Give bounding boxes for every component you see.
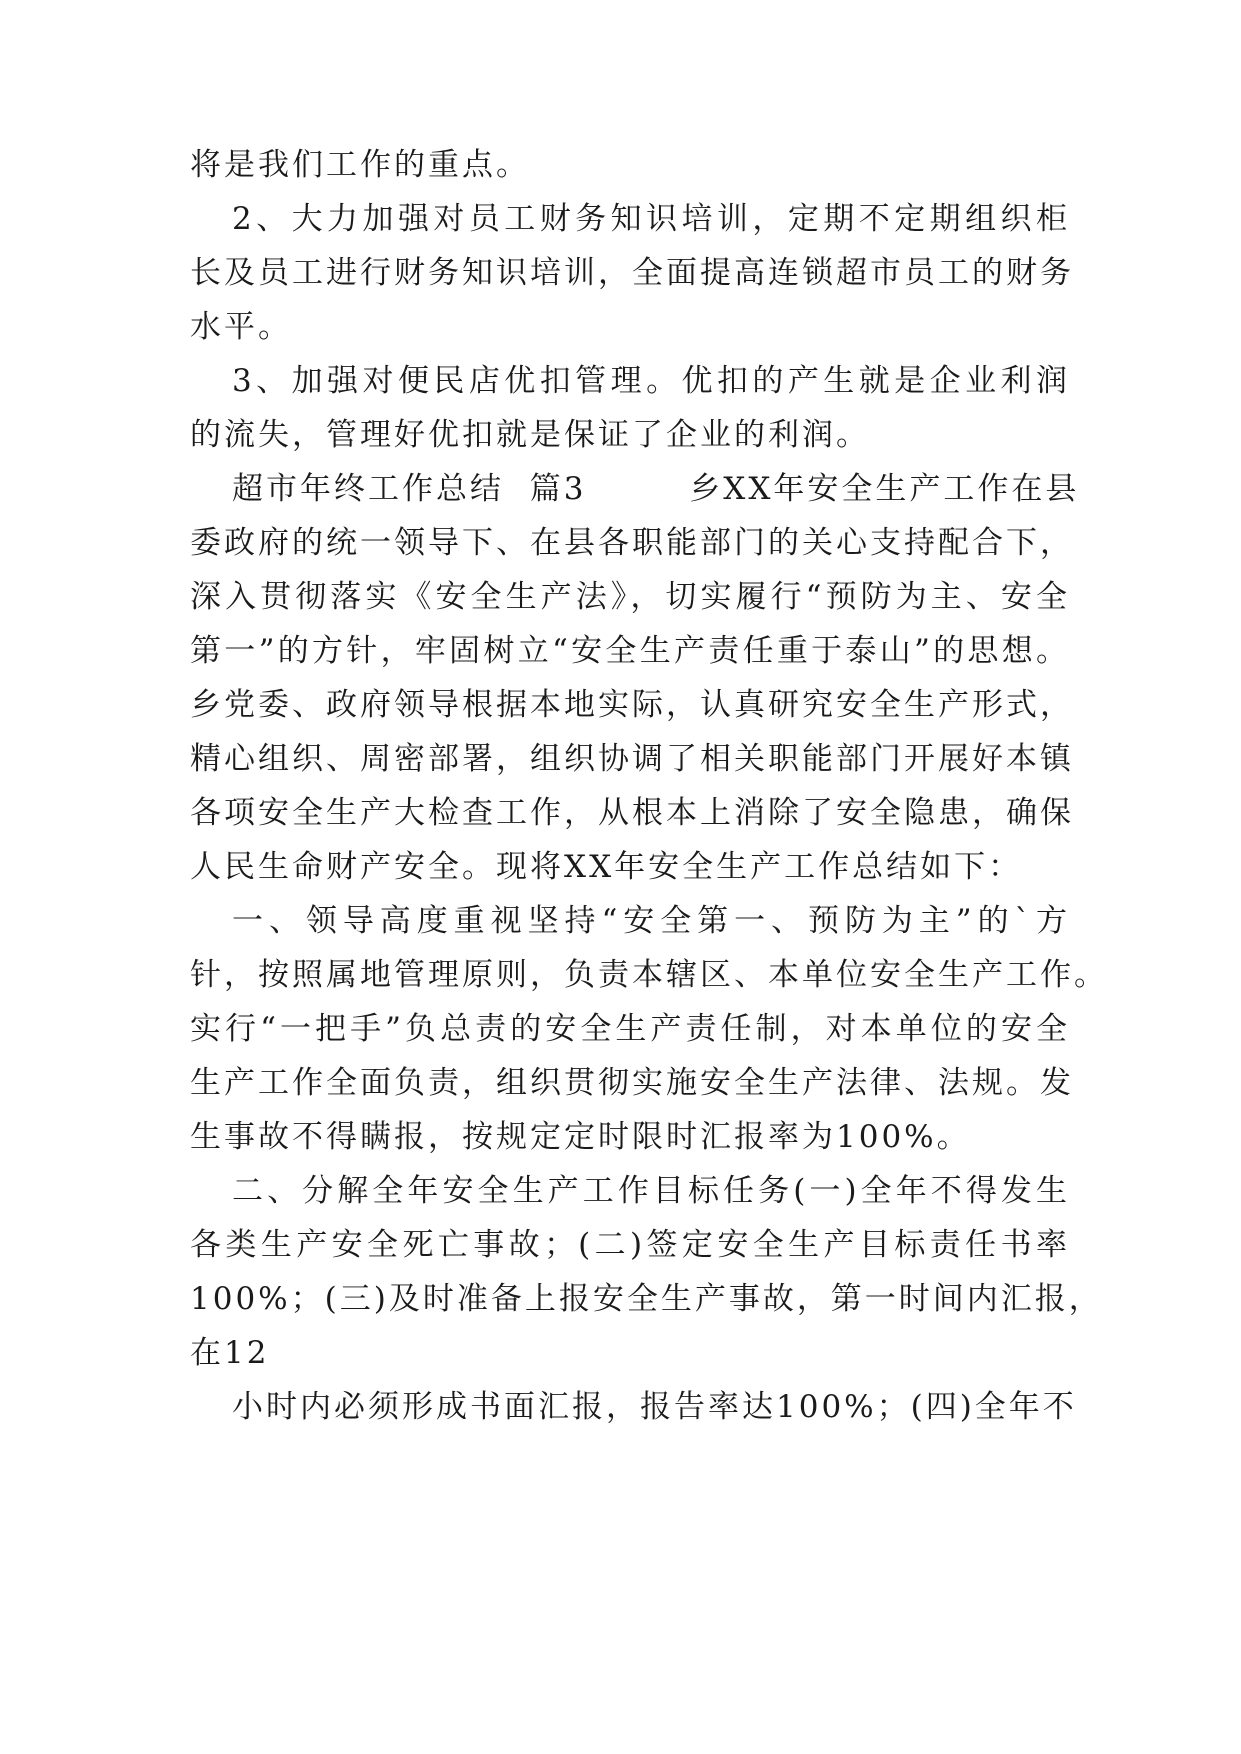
text-line: 水平。 (190, 309, 292, 345)
text-line: 乡党委、政府领导根据本地实际，认真研究安全生产形式， (190, 687, 1074, 723)
text-line: 委政府的统一领导下、在县各职能部门的关心支持配合下， (190, 525, 1074, 561)
text-line: 各类生产安全死亡事故；(二)签定安全生产目标责任书率 (190, 1227, 1070, 1263)
text-line: 人民生命财产安全。现将XX年安全生产工作总结如下： (190, 849, 1023, 885)
text-line: 2、大力加强对员工财务知识培训，定期不定期组织柜 (232, 201, 1070, 237)
text-line: 深入贯彻落实《安全生产法》，切实履行“预防为主、安全 (190, 579, 1070, 615)
text-line: 精心组织、周密部署，组织协调了相关职能部门开展好本镇 (190, 741, 1074, 777)
text-line: 实行“一把手”负总责的安全生产责任制，对本单位的安全 (190, 1011, 1070, 1047)
text-line: 将是我们工作的重点。 (190, 147, 530, 183)
text-line: 第一”的方针，牢固树立“安全生产责任重于泰山”的思想。 (190, 633, 1070, 669)
text-line: 的流失，管理好优扣就是保证了企业的利润。 (190, 417, 870, 453)
text-line: 针，按照属地管理原则，负责本辖区、本单位安全生产工作。 (190, 957, 1108, 993)
text-line: 3、加强对便民店优扣管理。优扣的产生就是企业利润 (232, 363, 1070, 399)
text-line: 二、分解全年安全生产工作目标任务(一)全年不得发生 (232, 1173, 1070, 1209)
text-line: 一、领导高度重视坚持“安全第一、预防为主”的`方 (232, 903, 1070, 939)
text-line: 生产工作全面负责，组织贯彻实施安全生产法律、法规。发 (190, 1065, 1074, 1101)
text-line: 小时内必须形成书面汇报，报告率达100%；(四)全年不 (232, 1389, 1077, 1425)
text-line: 100%；(三)及时准备上报安全生产事故，第一时间内汇报， (190, 1281, 1103, 1317)
section-heading-line: 超市年终工作总结 篇3 乡XX年安全生产工作在县 (232, 471, 1080, 507)
text-line: 长及员工进行财务知识培训，全面提高连锁超市员工的财务 (190, 255, 1074, 291)
text-line: 在12 (190, 1335, 270, 1371)
text-line: 各项安全生产大检查工作，从根本上消除了安全隐患，确保 (190, 795, 1074, 831)
text-line: 生事故不得瞒报，按规定定时限时汇报率为100%。 (190, 1119, 971, 1155)
